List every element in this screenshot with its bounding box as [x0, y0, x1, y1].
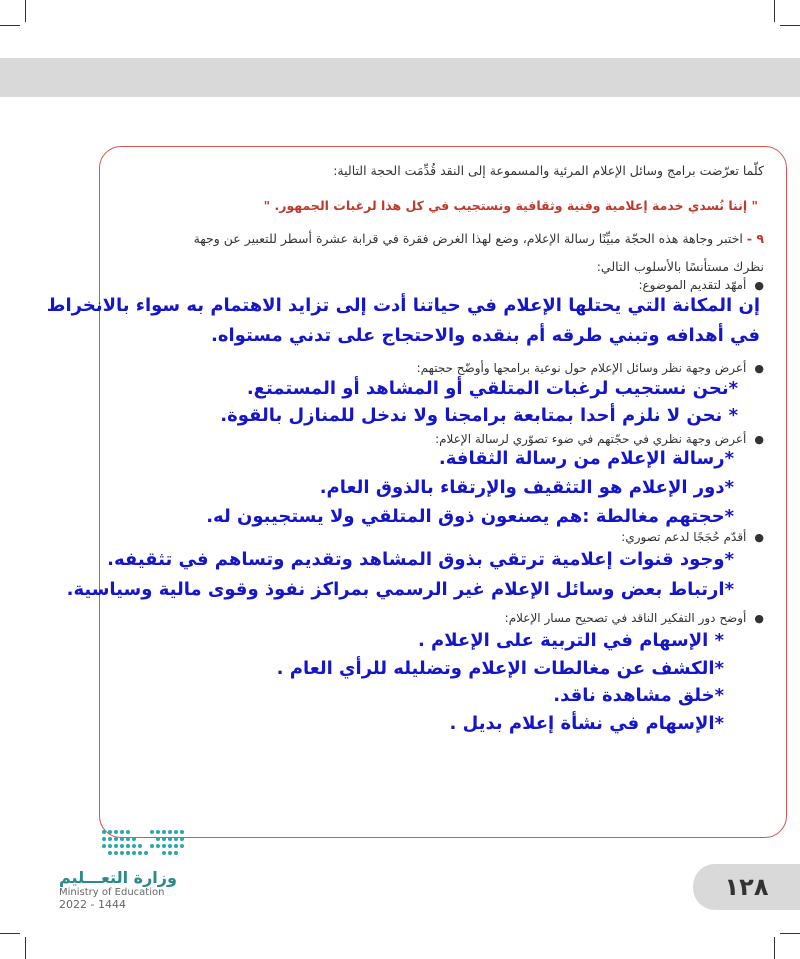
- answer-line: *نحن نستجيب لرغبات المتلقي أو المشاهد أو المستمتع.: [246, 378, 738, 399]
- page-number: ١٢٨: [693, 864, 800, 910]
- crop-mark: [780, 25, 800, 26]
- answer-line: *وجود قنوات إعلامية ترتقي بذوق المشاهد وتقديم وتساهم في تثقيفه.: [107, 549, 734, 570]
- answer-line: *دور الإعلام هو التثقيف والإرتقاء بالذوق العام.: [319, 477, 734, 498]
- edition-year: 2022 - 1444: [59, 898, 126, 911]
- crop-mark: [774, 0, 775, 22]
- crop-mark: [774, 937, 775, 959]
- crop-mark: [0, 25, 20, 26]
- answer-line: *حجتهم مغالطة :هم يصنعون ذوق المتلقي ولا يستجيبون له.: [206, 506, 734, 527]
- section-prompt: ● أقدّم حُجَجًا لدعم تصوري:: [621, 530, 764, 544]
- answer-line: *رسالة الإعلام من رسالة الثقافة.: [438, 448, 734, 469]
- crop-mark: [780, 933, 800, 934]
- ministry-name-en: Ministry of Education: [59, 887, 165, 898]
- question-line-2: نظرك مستأنسًا بالأسلوب التالي:: [596, 259, 764, 274]
- crop-mark: [0, 933, 20, 934]
- answer-line: *الكشف عن مغالطات الإعلام وتضليله للرأي العام .: [276, 658, 724, 679]
- crop-mark: [25, 937, 26, 959]
- crop-mark: [25, 0, 26, 22]
- answer-line: إن المكانة التي يحتلها الإعلام في حياتنا أدت إلى تزايد الاهتمام به سواء بالانخراط: [46, 295, 760, 316]
- answer-line: * نحن لا نلزم أحدا بمتابعة برامجنا ولا ندخل للمنازل بالقوة.: [220, 405, 738, 426]
- section-prompt: ● أعرض وجهة نظري في حجّتهم في ضوء تصوّري لرسالة الإعلام:: [435, 432, 764, 446]
- section-prompt: ● أوضح دور التفكير الناقد في تصحيح مسار الإعلام:: [505, 611, 764, 625]
- section-prompt: ● أمهّد لتقديم الموضوع:: [638, 278, 764, 292]
- section-prompt: ● أعرض وجهة نظر وسائل الإعلام حول نوعية برامجها وأوضّح حجتهم:: [417, 361, 764, 375]
- intro-text: كلّما تعرّضت برامج وسائل الإعلام المرئية والمسموعة إلى النقد قُدِّمَت الحجة التالية:: [333, 163, 764, 178]
- ministry-block: [59, 868, 177, 911]
- answer-line: *الإسهام في نشأة إعلام بديل .: [449, 713, 724, 734]
- answer-line: *ارتباط بعض وسائل الإعلام غير الرسمي بمراكز نفوذ وقوى مالية وسياسية.: [66, 579, 734, 600]
- question-9: [84, 225, 764, 281]
- answer-line: *خلق مشاهدة ناقد.: [553, 685, 724, 706]
- answer-line: * الإسهام في التربية على الإعلام .: [417, 630, 724, 651]
- question-number: ٩ -: [746, 231, 764, 246]
- ministry-name-ar: وزارة التعـــليم: [59, 868, 177, 887]
- answer-line: في أهدافه وتبني طرقه أم بنقده والاحتجاج على تدني مستواه.: [211, 325, 760, 346]
- ministry-logo-icon: [100, 826, 190, 860]
- question-line-1: اختبر وجاهة هذه الحجّة مبيِّنًا رسالة الإعلام، وضع لهذا الغرض فقرة في قرابة عشرة أسطر للتعبير عن وجهة: [193, 231, 743, 246]
- header-band: [0, 58, 800, 97]
- quoted-argument: " إننا نُسدي خدمة إعلامية وفنية وثقافية ونستجيب في كل هذا لرغبات الجمهور. ": [263, 198, 758, 213]
